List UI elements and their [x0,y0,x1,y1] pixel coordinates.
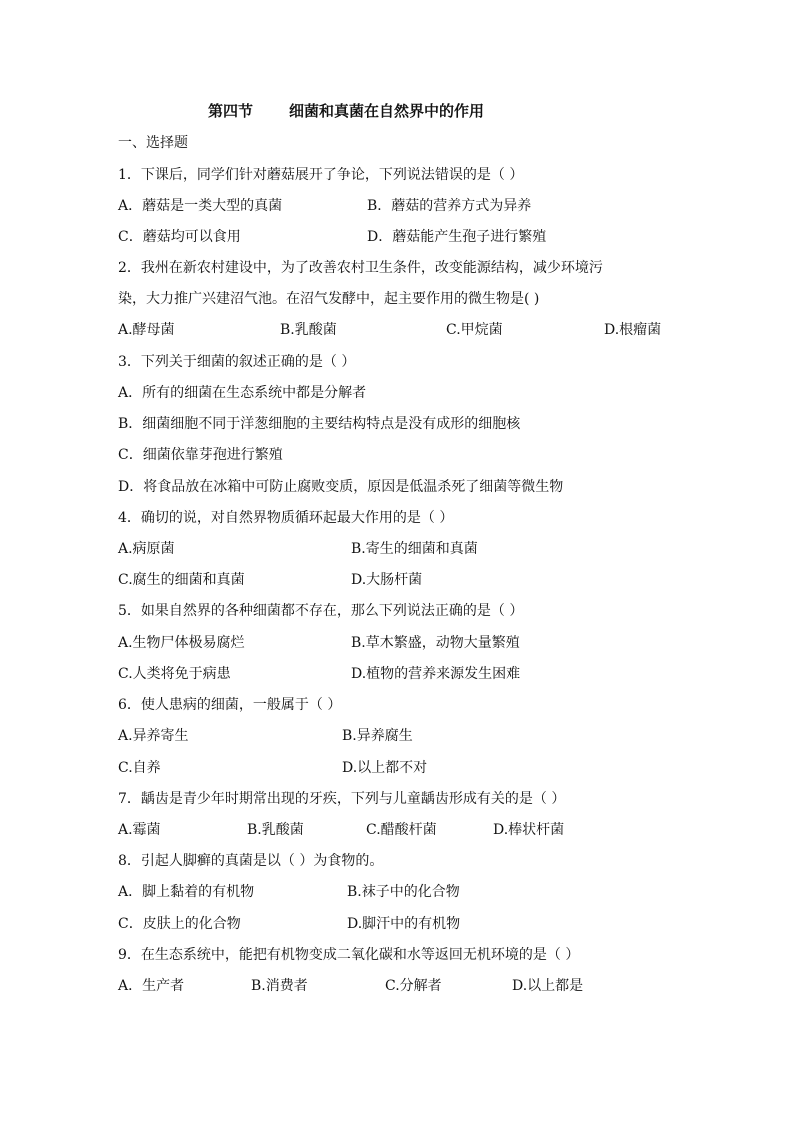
question-6-stem: 6．使人患病的细菌，一般属于（ ） [118,697,342,713]
question-3-option-c: C．细菌依靠芽孢进行繁殖 [118,447,283,463]
question-7-option-b: B.乳酸菌 [247,822,304,838]
question-9-option-a: A．生产者 [118,978,185,994]
question-4-option-a: A.病原菌 [118,541,175,557]
question-5-option-c: C.人类将免于病患 [118,666,231,682]
question-7-option-d: D.棒状杆菌 [493,822,565,838]
question-3-option-b: B．细菌细胞不同于洋葱细胞的主要结构特点是没有成形的细胞核 [118,416,521,432]
question-4-option-b: B.寄生的细菌和真菌 [351,541,478,557]
question-8-option-a: A．脚上黏着的有机物 [118,884,255,900]
question-6-option-b: B.异养腐生 [342,728,413,744]
title-section-number: 第四节 [208,102,254,120]
question-2-stem: 2．我州在新农村建设中，为了改善农村卫生条件，改变能源结构，减少环境污 [118,260,603,276]
question-9-option-b: B.消费者 [251,978,308,994]
question-8-option-c: C．皮肤上的化合物 [118,916,241,932]
page-title [208,100,484,122]
question-3-option-d: D．将食品放在冰箱中可防止腐败变质，原因是低温杀死了细菌等微生物 [118,479,564,495]
title-section-name: 细菌和真菌在自然界中的作用 [289,102,485,120]
section-heading: 一、选择题 [118,135,188,151]
question-2-option-d: D.根瘤菌 [604,322,662,338]
question-1-option-b: B．蘑菇的营养方式为异养 [367,198,532,214]
question-8-stem: 8．引起人脚癣的真菌是以（ ）为食物的。 [118,853,384,869]
question-2-stem-continued: 染，大力推广兴建沼气池。在沼气发酵中，起主要作用的微生物是( ) [118,291,540,307]
question-2-option-b: B.乳酸菌 [280,322,337,338]
question-3-stem: 3．下列关于细菌的叙述正确的是（ ） [118,354,356,370]
question-7-stem: 7．龋齿是青少年时期常出现的牙疾，下列与儿童龋齿形成有关的是（ ） [118,791,566,807]
question-6-option-c: C.自养 [118,760,161,776]
question-2-option-c: C.甲烷菌 [446,322,503,338]
question-7-option-c: C.醋酸杆菌 [366,822,437,838]
question-3-option-a: A．所有的细菌在生态系统中都是分解者 [118,385,367,401]
question-8-option-b: B.袜子中的化合物 [347,884,460,900]
question-6-option-d: D.以上都不对 [342,760,428,776]
question-1-option-c: C．蘑菇均可以食用 [118,229,241,245]
question-9-stem: 9．在生态系统中，能把有机物变成二氧化碳和水等返回无机环境的是（ ） [118,947,580,963]
question-5-option-a: A.生物尸体极易腐烂 [118,635,245,651]
question-7-option-a: A.霉菌 [118,822,161,838]
question-1-option-d: D．蘑菇能产生孢子进行繁殖 [367,229,547,245]
question-4-stem: 4．确切的说，对自然界物质循环起最大作用的是（ ） [118,510,454,526]
question-6-option-a: A.异养寄生 [118,728,189,744]
question-8-option-d: D.脚汗中的有机物 [347,916,461,932]
question-1-stem: 1．下课后，同学们针对蘑菇展开了争论，下列说法错误的是（ ） [118,167,524,183]
question-9-option-c: C.分解者 [385,978,442,994]
question-2-option-a: A.酵母菌 [118,322,175,338]
question-5-stem: 5．如果自然界的各种细菌都不存在，那么下列说法正确的是（ ） [118,603,524,619]
question-5-option-b: B.草木繁盛，动物大量繁殖 [351,635,520,651]
question-4-option-d: D.大肠杆菌 [351,572,423,588]
question-1-option-a: A．蘑菇是一类大型的真菌 [118,198,283,214]
question-4-option-c: C.腐生的细菌和真菌 [118,572,245,588]
question-9-option-d: D.以上都是 [512,978,584,994]
question-5-option-d: D.植物的营养来源发生困难 [351,666,521,682]
